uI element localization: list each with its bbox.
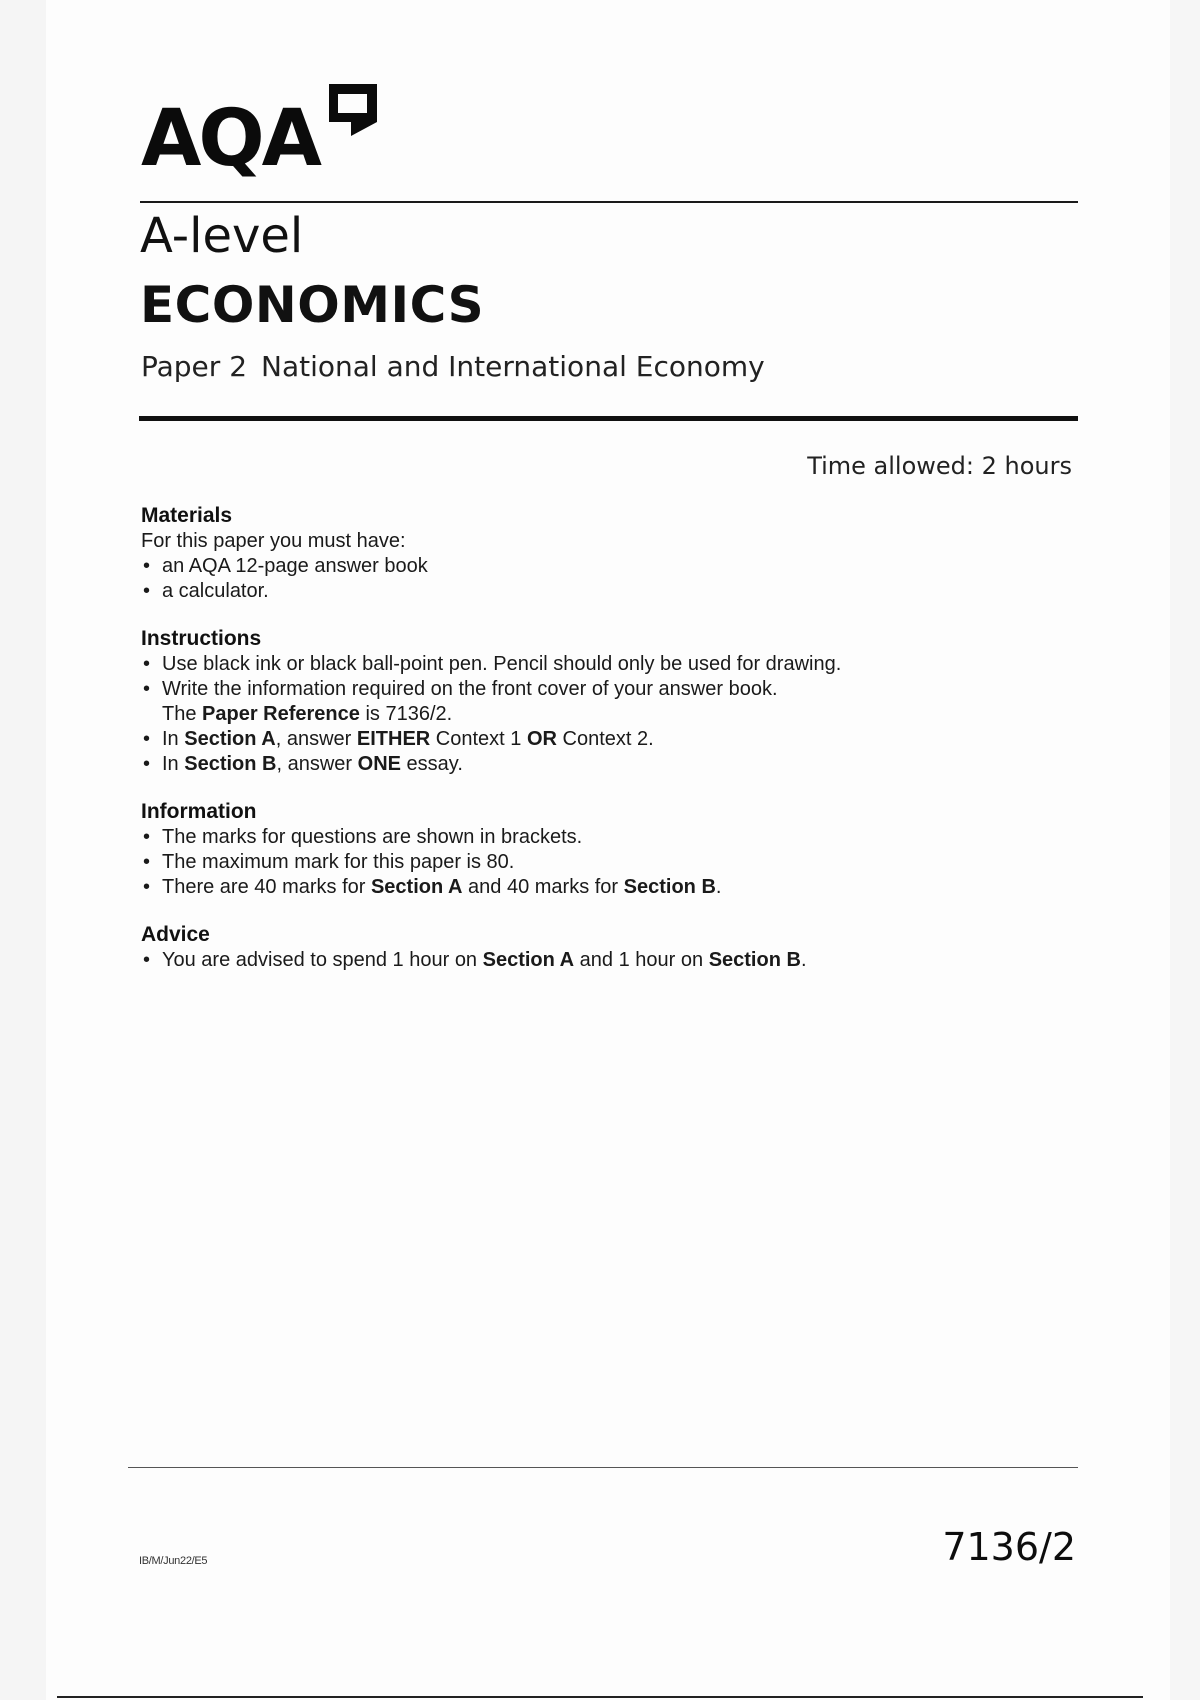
information-heading: Information: [141, 800, 257, 823]
advice-heading: Advice: [141, 923, 210, 946]
time-allowed: Time allowed: 2 hours: [807, 452, 1072, 480]
paper-code: 7136/2: [942, 1525, 1076, 1569]
page-edge-right: [1170, 0, 1200, 1700]
aqa-flag-logo-mark: [325, 82, 381, 140]
advice-section: [141, 922, 1041, 973]
instructions-heading: Instructions: [141, 627, 262, 650]
page-bottom-rule: [57, 1696, 1143, 1698]
list-item: • an AQA 12-page answer book: [141, 554, 1041, 579]
instructions-section: [141, 626, 1041, 777]
paper-title: [141, 350, 765, 383]
aqa-logo: [141, 82, 381, 184]
logo-text: AQA: [141, 94, 320, 184]
list-item: • Use black ink or black ball-point pen. Pencil should only be used for drawing.: [141, 652, 1041, 677]
materials-section: [141, 503, 1041, 604]
list-item: • There are 40 marks for Section A and 40 marks for Section B.: [141, 875, 1041, 900]
list-item: • The marks for questions are shown in brackets.: [141, 825, 1041, 850]
qualification-level: A-level: [140, 208, 304, 264]
instructions-list: [141, 652, 1041, 777]
paper-name: National and International Economy: [261, 350, 765, 383]
list-item: • In Section A, answer EITHER Context 1 OR Context 2.: [141, 727, 1041, 752]
materials-heading: Materials: [141, 504, 233, 527]
cover-content: [141, 503, 1041, 995]
list-item: • Write the information required on the front cover of your answer book.: [141, 677, 1041, 702]
paper-reference-line: The Paper Reference is 7136/2.: [162, 703, 453, 725]
header-rule-bottom: [139, 416, 1078, 421]
paper-number: Paper 2: [141, 350, 248, 383]
subject-title: ECONOMICS: [140, 276, 485, 334]
footer-rule: [128, 1467, 1078, 1468]
page-edge-left: [0, 0, 46, 1700]
footer-reference: IB/M/Jun22/E5: [139, 1555, 208, 1567]
information-section: [141, 799, 1041, 900]
list-item: • In Section B, answer ONE essay.: [141, 752, 1041, 777]
header-rule-top: [140, 201, 1078, 203]
list-item: • The maximum mark for this paper is 80.: [141, 850, 1041, 875]
information-list: [141, 825, 1041, 900]
materials-list: [141, 554, 1041, 604]
advice-list: [141, 948, 1041, 973]
list-item: • a calculator.: [141, 579, 1041, 604]
materials-intro: For this paper you must have:: [141, 530, 406, 552]
list-item: • You are advised to spend 1 hour on Section A and 1 hour on Section B.: [141, 948, 1041, 973]
